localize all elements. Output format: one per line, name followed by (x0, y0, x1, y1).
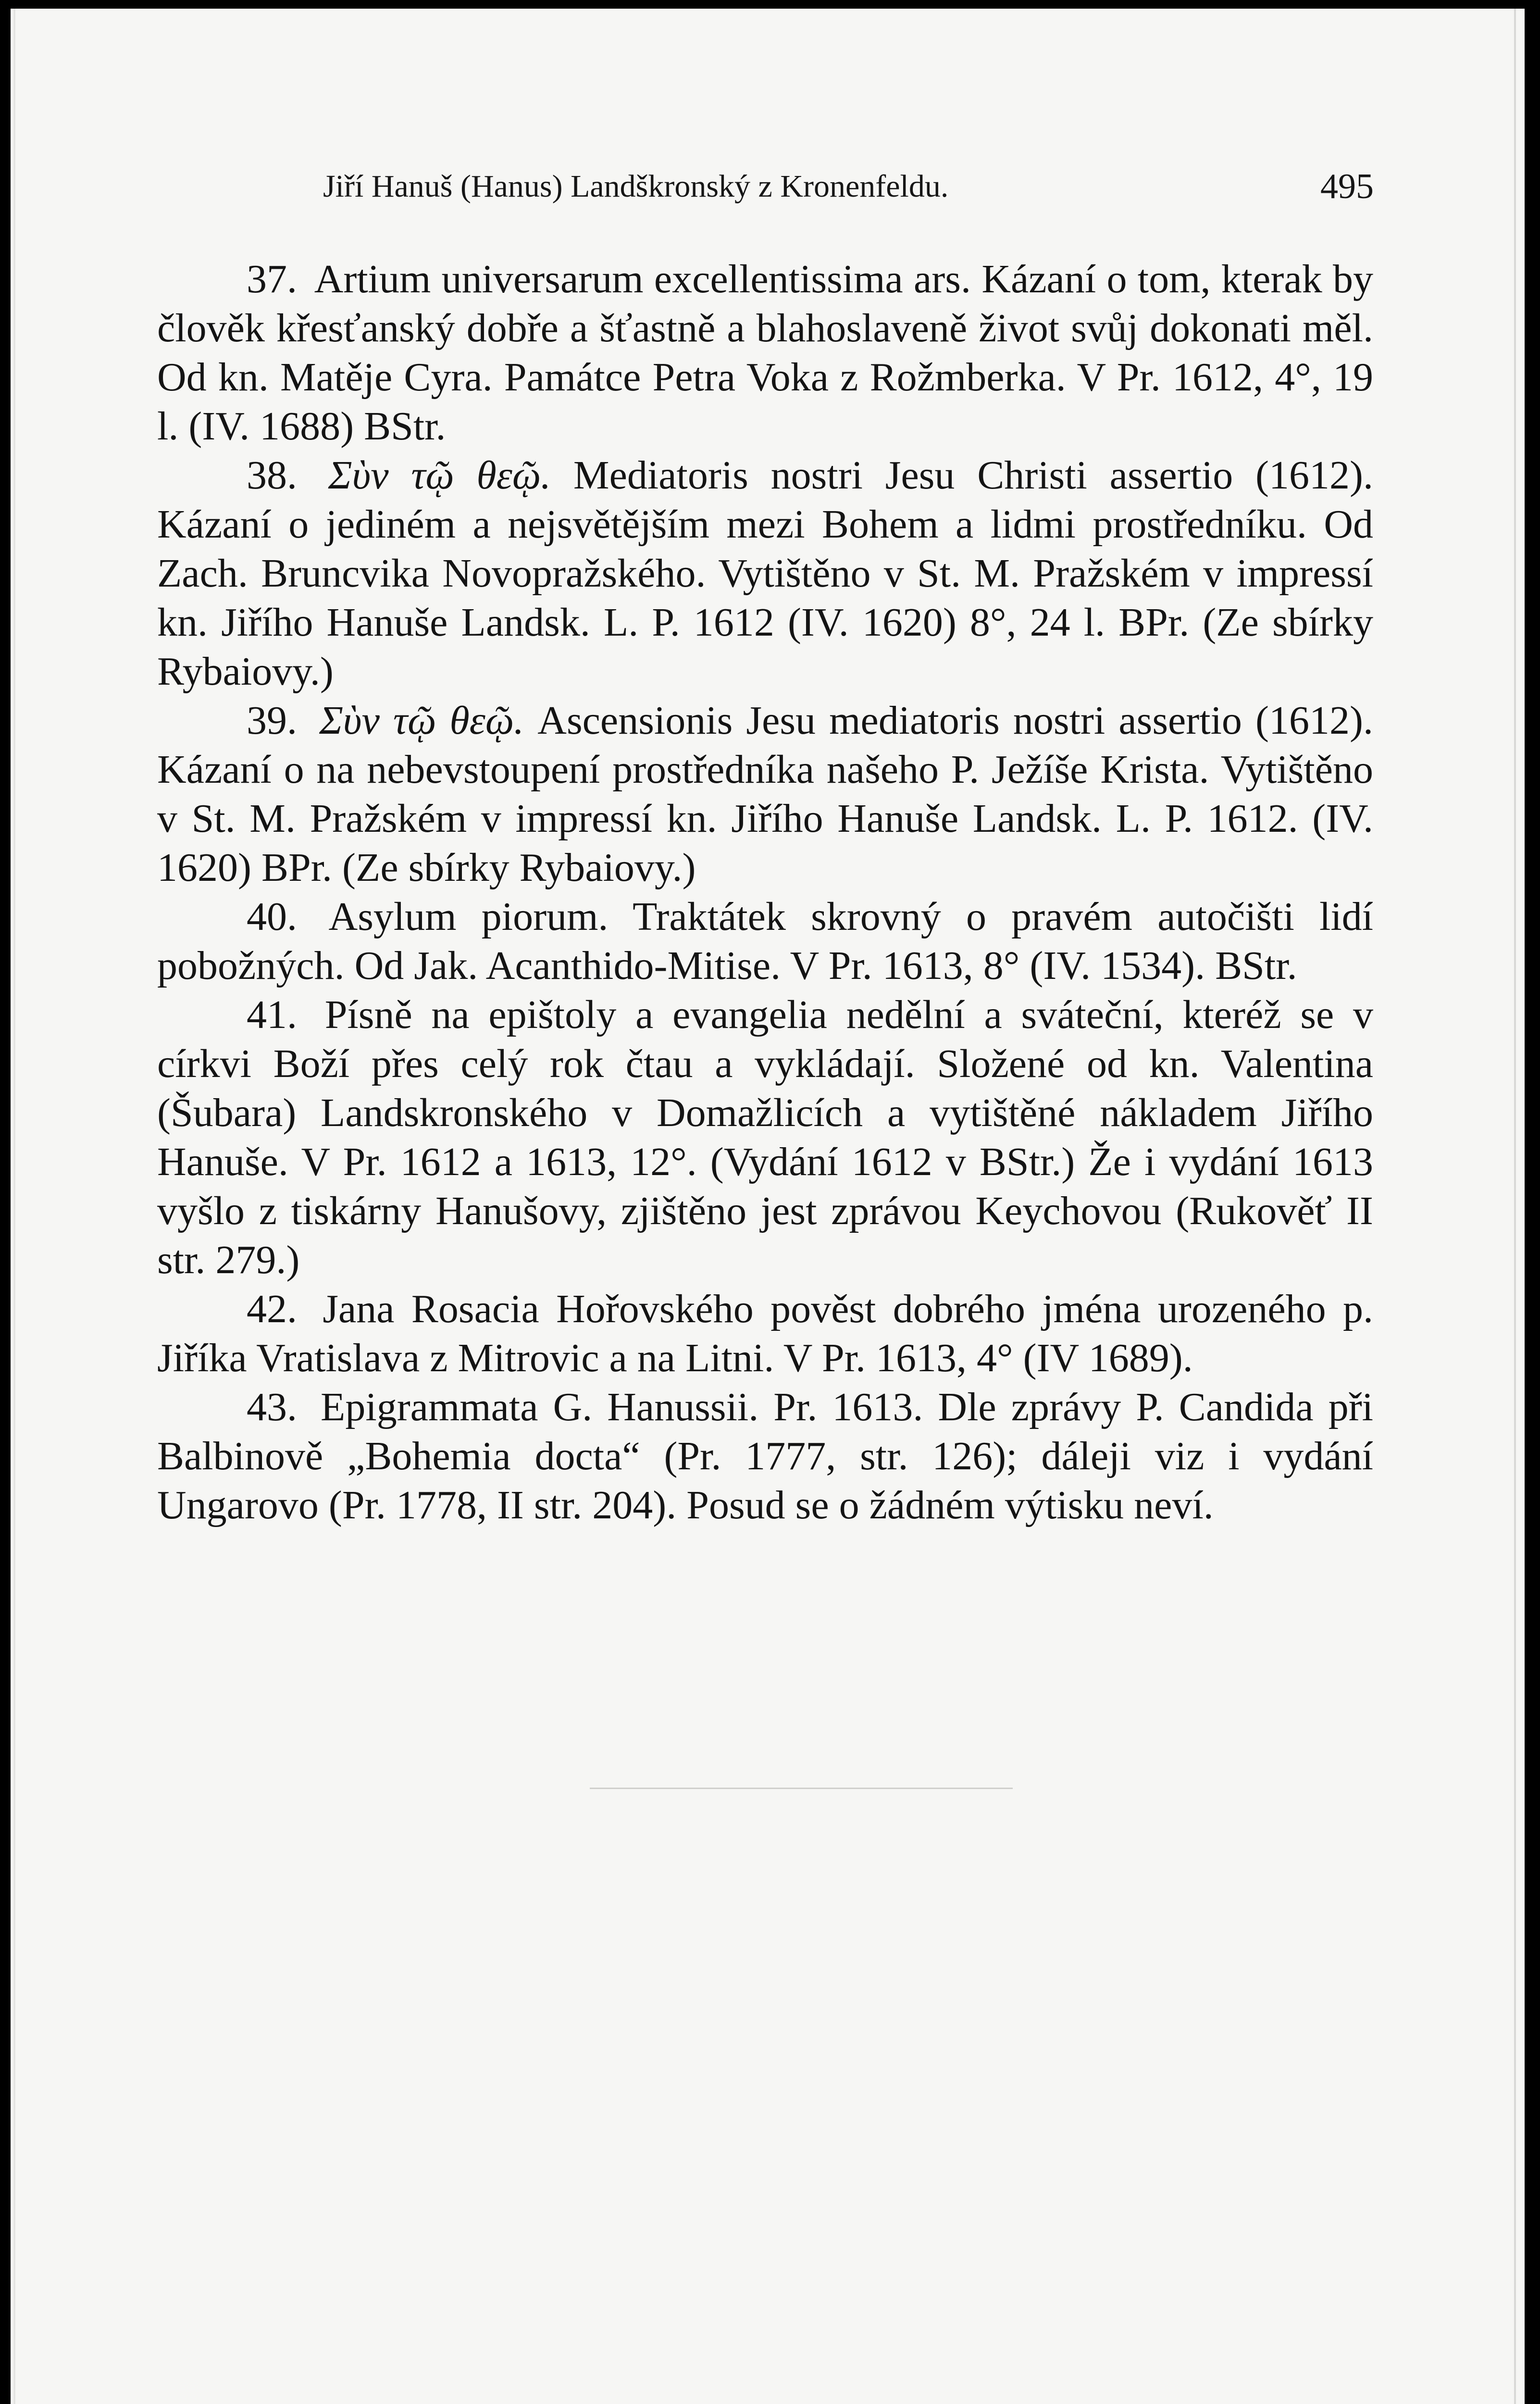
entry-number: 39. (247, 698, 297, 743)
entry-43 (157, 1383, 1373, 1530)
entry-number: 42. (247, 1287, 297, 1331)
entry-number: 43. (247, 1385, 297, 1429)
entry-41 (157, 990, 1373, 1285)
entry-number: 40. (247, 894, 297, 939)
entry-number: 41. (247, 992, 297, 1037)
entry-42 (157, 1285, 1373, 1383)
page-body (157, 255, 1373, 1530)
page-number: 495 (1320, 167, 1374, 206)
running-head: Jiří Hanuš (Hanus) Landškronský z Kronenfeldu. (323, 169, 949, 204)
entry-title: Asylum piorum. (328, 894, 609, 939)
entry-39 (157, 696, 1373, 892)
bottom-divider (590, 1788, 1013, 1789)
entry-number: 38. (247, 453, 297, 498)
entry-text: Mediatoris nostri Jesu Christi assertio (1612). Kázaní o jediném a nejsvětějším mezi Bohem a lidmi prostředníku. Od Zach. Bruncvika Novopražského. Vytištěno v St. M. Pražském v impressí kn. Jiřího Hanuše Landsk. L. P. 1612 (IV. 1620) 8°, 24 l. BPr. (Ze sbírky Rybaiovy.) (157, 453, 1373, 694)
entry-greek-motto: Σὺν τῷ θεῷ. (328, 453, 551, 498)
page-left-shadow (13, 9, 15, 2404)
page-right-edge (1514, 9, 1516, 2404)
page-header (323, 163, 1374, 210)
entry-text: Epigrammata G. Hanussii. Pr. 1613. Dle zprávy P. Candida při Balbinově „Bohemia docta“ (Pr. 1777, str. 126); dáleji viz i vydání Ungarovo (Pr. 1778, II str. 204). Posud se o žádném výtisku neví. (157, 1385, 1374, 1528)
entry-text: Jana Rosacia Hořovského pověst dobrého jména urozeného p. Jiříka Vratislava z Mitrovic a na Litni. V Pr. 1613, 4° (IV 1689). (157, 1287, 1373, 1380)
book-page (11, 9, 1525, 2404)
entry-greek-motto: Σὺν τῷ θεῷ. (319, 698, 524, 743)
entry-text: Kázaní o tom, kterak by člověk křesťanský dobře a šťastně a blahoslaveně život svůj dokonati měl. Od kn. Matěje Cyra. Památce Petra Voka z Rožmberka. V Pr. 1612, 4°, 19 l. (IV. 1688) BStr. (157, 257, 1374, 449)
entry-text: Ascensionis Jesu mediatoris nostri assertio (1612). Kázaní o na nebevstoupení prostředníka našeho P. Ježíše Krista. Vytištěno v St. M. Pražském v impressí kn. Jiřího Hanuše Landsk. L. P. 1612. (IV. 1620) BPr. (Ze sbírky Rybaiovy.) (157, 698, 1374, 890)
entry-40 (157, 892, 1373, 990)
entry-38 (157, 451, 1373, 696)
entry-text: Traktátek skrovný o pravém autočišti lidí pobožných. Od Jak. Acanthido-Mitise. V Pr. 1613, 8° (IV. 1534). BStr. (157, 894, 1373, 988)
entry-number: 37. (247, 257, 297, 301)
entry-text: Písně na epištoly a evangelia nedělní a sváteční, kteréž se v církvi Boží přes celý rok čtau a vykládají. Složené od kn. Valentina (Šubara) Landskronského v Domažlicích a vytištěné nákladem Jiřího Hanuše. V Pr. 1612 a 1613, 12°. (Vydání 1612 v BStr.) Že i vydání 1613 vyšlo z tiskárny Hanušovy, zjištěno jest zprávou Keychovou (Rukověť II str. 279.) (157, 992, 1373, 1282)
entry-37 (157, 255, 1373, 451)
entry-title: Artium universarum excellentissima ars. (314, 257, 971, 301)
